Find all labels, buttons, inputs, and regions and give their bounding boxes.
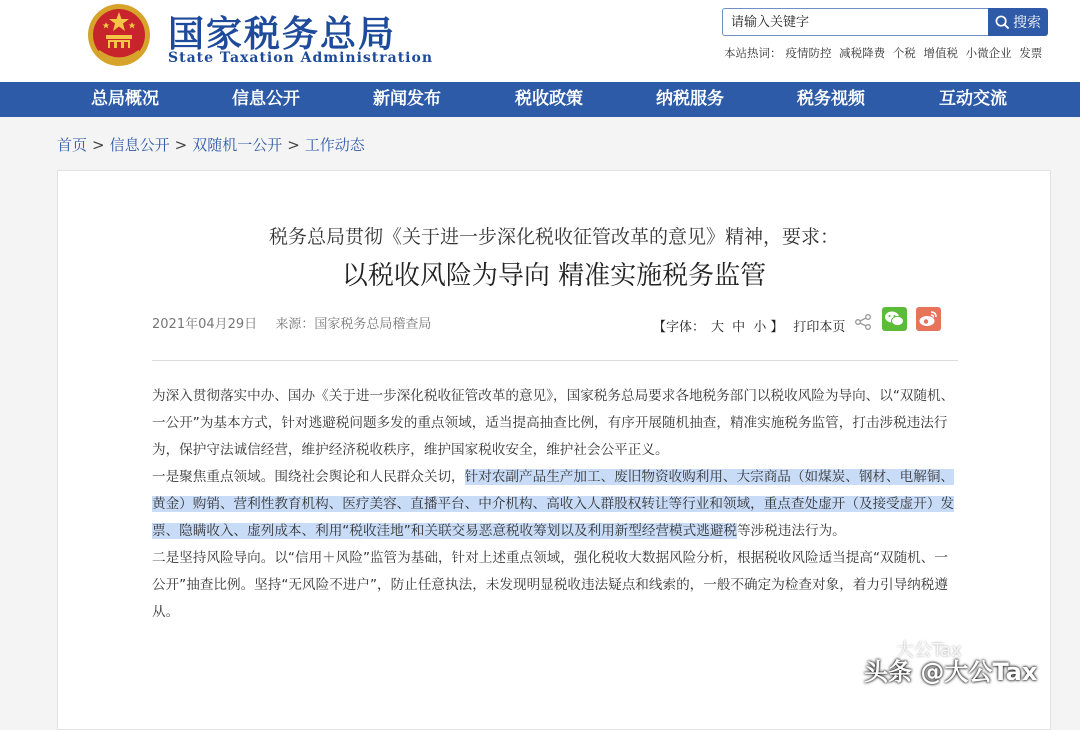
breadcrumb-separator: >: [287, 136, 300, 154]
selected-text[interactable]: 针对农副产品生产加工、废旧物资收购利用、大宗商品（如煤炭、钢材、电解铜、黄金）购销、营利性教育机构、医疗美容、直播平台、中介机构、高收入人群股权转让等行业和领域，重点查处虚开（及接受虚开）发票、隐瞒收入、虚列成本、利用“税收洼地”和关联交易恶意税收筹划以及利用新型经营模式逃避税: [152, 469, 955, 539]
article-source: 来源：国家税务总局稽查局: [275, 317, 432, 332]
wechat-icon: [882, 307, 907, 331]
search-button[interactable]: [988, 8, 1048, 36]
breadcrumb-double-random[interactable]: 双随机一公开: [192, 136, 283, 154]
hotwords-label: 本站热词：: [724, 46, 782, 60]
search-box: [722, 8, 988, 36]
nav-item-news[interactable]: 新闻发布: [373, 89, 441, 109]
nav-item-taxpayer-service[interactable]: 纳税服务: [656, 89, 724, 109]
font-size-label: 【字体：: [653, 320, 706, 335]
header-divider: [152, 360, 958, 361]
font-size-medium[interactable]: 中: [732, 320, 746, 335]
hotword-link[interactable]: 小微企业: [965, 46, 1012, 60]
search-icon: [995, 15, 1010, 30]
paragraph: [152, 464, 960, 545]
font-size-small[interactable]: 小: [753, 320, 767, 335]
site-header: [0, 0, 1080, 82]
watermark-faint: 大公Tax: [896, 640, 962, 661]
breadcrumb-home[interactable]: 首页: [57, 136, 88, 154]
breadcrumb: [57, 134, 365, 155]
site-title-english[interactable]: State Taxation Administration: [168, 50, 434, 66]
paragraph-text: 一是聚焦重点领域。围绕社会舆论和人民群众关切，: [152, 469, 465, 485]
breadcrumb-separator: >: [92, 136, 105, 154]
paragraph: 为深入贯彻落实中办、国办《关于进一步深化税收征管改革的意见》，国家税务总局要求各地税务部门以税收风险为导向、以“双随机、一公开”为基本方式，针对逃避税问题多发的重点领域，适当提高抽查比例，有序开展随机抽查，精准实施税务监管，打击涉税违法行为，保护守法诚信经营，维护经济税收秩序，维护国家税收安全，维护社会公平正义。: [152, 388, 955, 458]
hotword-link[interactable]: 疫情防控: [785, 46, 832, 60]
article-tools: [653, 316, 849, 335]
nav-item-interaction[interactable]: 互动交流: [939, 89, 1007, 109]
article-title: 以税收风险为导向 精准实施税务监管: [341, 261, 767, 291]
hotword-link[interactable]: 发票: [1019, 46, 1043, 60]
article-meta: [152, 313, 445, 332]
article-body: [152, 383, 960, 626]
search-input[interactable]: [723, 9, 988, 35]
breadcrumb-info-disclosure[interactable]: 信息公开: [109, 136, 170, 154]
nav-item-overview[interactable]: 总局概况: [91, 89, 159, 109]
font-size-large[interactable]: 大: [711, 320, 725, 335]
share-icon[interactable]: [854, 313, 872, 331]
main-nav: [0, 82, 1080, 117]
watermark: 头条 @大公Tax: [864, 658, 1038, 686]
paragraph-text: 等涉税违法行为。: [737, 523, 846, 539]
font-size-label-end: 】: [770, 320, 784, 335]
hotword-link[interactable]: 增值税: [923, 46, 958, 60]
nav-item-info-disclosure[interactable]: 信息公开: [232, 89, 300, 109]
site-title[interactable]: 国家税务总局: [168, 14, 397, 55]
publish-date: 2021年04月29日: [152, 317, 258, 332]
hotword-link[interactable]: 减税降费: [839, 46, 886, 60]
search-button-label: 搜索: [1013, 15, 1041, 31]
paragraph: 二是坚持风险导向。以“信用＋风险”监管为基础，针对上述重点领域，强化税收大数据风险分析，根据税收风险适当提高“双随机、一公开”抽查比例。坚持“无风险不进户”，防止任意执法，未发现明显税收违法疑点和线索的，一般不确定为检查对象，着力引导纳税遵从。: [152, 550, 948, 620]
nav-item-tax-policy[interactable]: 税收政策: [515, 89, 583, 109]
hot-keywords: [724, 45, 1046, 61]
wechat-share-button[interactable]: [882, 307, 907, 331]
breadcrumb-work-news[interactable]: 工作动态: [304, 136, 365, 154]
nav-item-tax-video[interactable]: 税务视频: [797, 89, 865, 109]
weibo-share-button[interactable]: [916, 307, 941, 331]
weibo-icon: [916, 307, 941, 331]
national-emblem-icon[interactable]: [86, 2, 152, 68]
breadcrumb-separator: >: [174, 136, 188, 154]
print-button[interactable]: 打印本页: [793, 320, 846, 335]
article-subtitle: 税务总局贯彻《关于进一步深化税收征管改革的意见》精神，要求：: [268, 226, 839, 248]
hotword-link[interactable]: 个税: [892, 46, 916, 60]
